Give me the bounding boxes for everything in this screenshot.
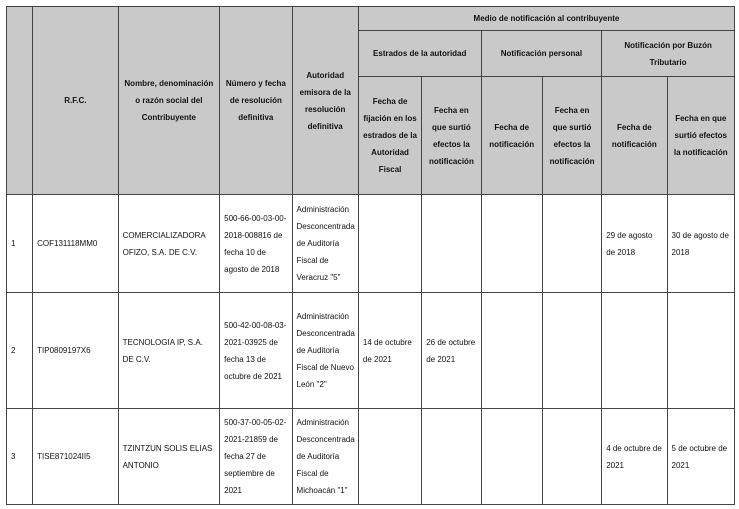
row-buzon-fecha: 4 de octubre de 2021: [602, 409, 667, 505]
header-autoridad: Autoridad emisora de la resolución definitiva: [292, 7, 358, 195]
row-nombre: TECNOLOGIA IP, S.A. DE C.V.: [118, 293, 220, 409]
row-buzon-efectos: [667, 293, 734, 409]
row-personal-fecha: [481, 195, 542, 293]
header-personal-fecha: Fecha de notificación: [481, 77, 542, 195]
row-nombre: COMERCIALIZADORA OFIZO, S.A. DE C.V.: [118, 195, 220, 293]
row-estrados-efectos: [422, 195, 481, 293]
header-estrados-fijacion: Fecha de fijación en los estrados de la Autoridad Fiscal: [358, 77, 421, 195]
row-buzon-efectos: 30 de agosto de 2018: [667, 195, 734, 293]
header-buzon-efectos: Fecha en que surtió efectos la notificación: [667, 77, 734, 195]
header-personal-efectos: Fecha en que surtió efectos la notificación: [542, 77, 601, 195]
table-row: [7, 195, 735, 293]
header-rfc: R.F.C.: [33, 7, 118, 195]
row-autoridad: Administración Desconcentrada de Auditoría Fiscal de Nuevo León "2": [292, 293, 358, 409]
header-nombre: Nombre, denominación o razón social del Contribuyente: [118, 7, 220, 195]
row-personal-fecha: [481, 409, 542, 505]
row-rfc: COF131118MM0: [33, 195, 118, 293]
header-buzon: Notificación por Buzón Tributario: [602, 31, 735, 77]
header-index: [7, 7, 33, 195]
header-estrados: Estrados de la autoridad: [358, 31, 481, 77]
table-row: [7, 293, 735, 409]
row-estrados-efectos: 26 de octubre de 2021: [422, 293, 481, 409]
row-buzon-fecha: [602, 293, 667, 409]
row-personal-efectos: [542, 195, 601, 293]
row-estrados-fijacion: [358, 409, 421, 505]
row-buzon-fecha: 29 de agosto de 2018: [602, 195, 667, 293]
header-buzon-fecha: Fecha de notificación: [602, 77, 667, 195]
row-personal-efectos: [542, 293, 601, 409]
row-index: 3: [7, 409, 33, 505]
table-row: [7, 409, 735, 505]
header-row-1: [7, 7, 735, 31]
header-estrados-efectos: Fecha en que surtió efectos la notificación: [422, 77, 481, 195]
row-numero: 500-42-00-08-03-2021-03925 de fecha 13 de octubre de 2021: [220, 293, 292, 409]
row-estrados-efectos: [422, 409, 481, 505]
row-personal-efectos: [542, 409, 601, 505]
row-rfc: TIP0809197X6: [33, 293, 118, 409]
row-estrados-fijacion: 14 de octubre de 2021: [358, 293, 421, 409]
row-rfc: TISE871024II5: [33, 409, 118, 505]
notification-table: [6, 6, 735, 505]
row-index: 2: [7, 293, 33, 409]
row-autoridad: Administración Desconcentrada de Auditoría Fiscal de Michoacán "1": [292, 409, 358, 505]
row-index: 1: [7, 195, 33, 293]
row-estrados-fijacion: [358, 195, 421, 293]
header-personal: Notificación personal: [481, 31, 602, 77]
header-medio: Medio de notificación al contribuyente: [358, 7, 734, 31]
row-numero: 500-37-00-05-02-2021-21859 de fecha 27 de septiembre de 2021: [220, 409, 292, 505]
row-buzon-efectos: 5 de octubre de 2021: [667, 409, 734, 505]
row-numero: 500-66-00-03-00-2018-008816 de fecha 10 de agosto de 2018: [220, 195, 292, 293]
row-nombre: TZINTZUN SOLIS ELIAS ANTONIO: [118, 409, 220, 505]
row-personal-fecha: [481, 293, 542, 409]
header-numero: Número y fecha de resolución definitiva: [220, 7, 292, 195]
row-autoridad: Administración Desconcentrada de Auditoría Fiscal de Veracruz "5": [292, 195, 358, 293]
